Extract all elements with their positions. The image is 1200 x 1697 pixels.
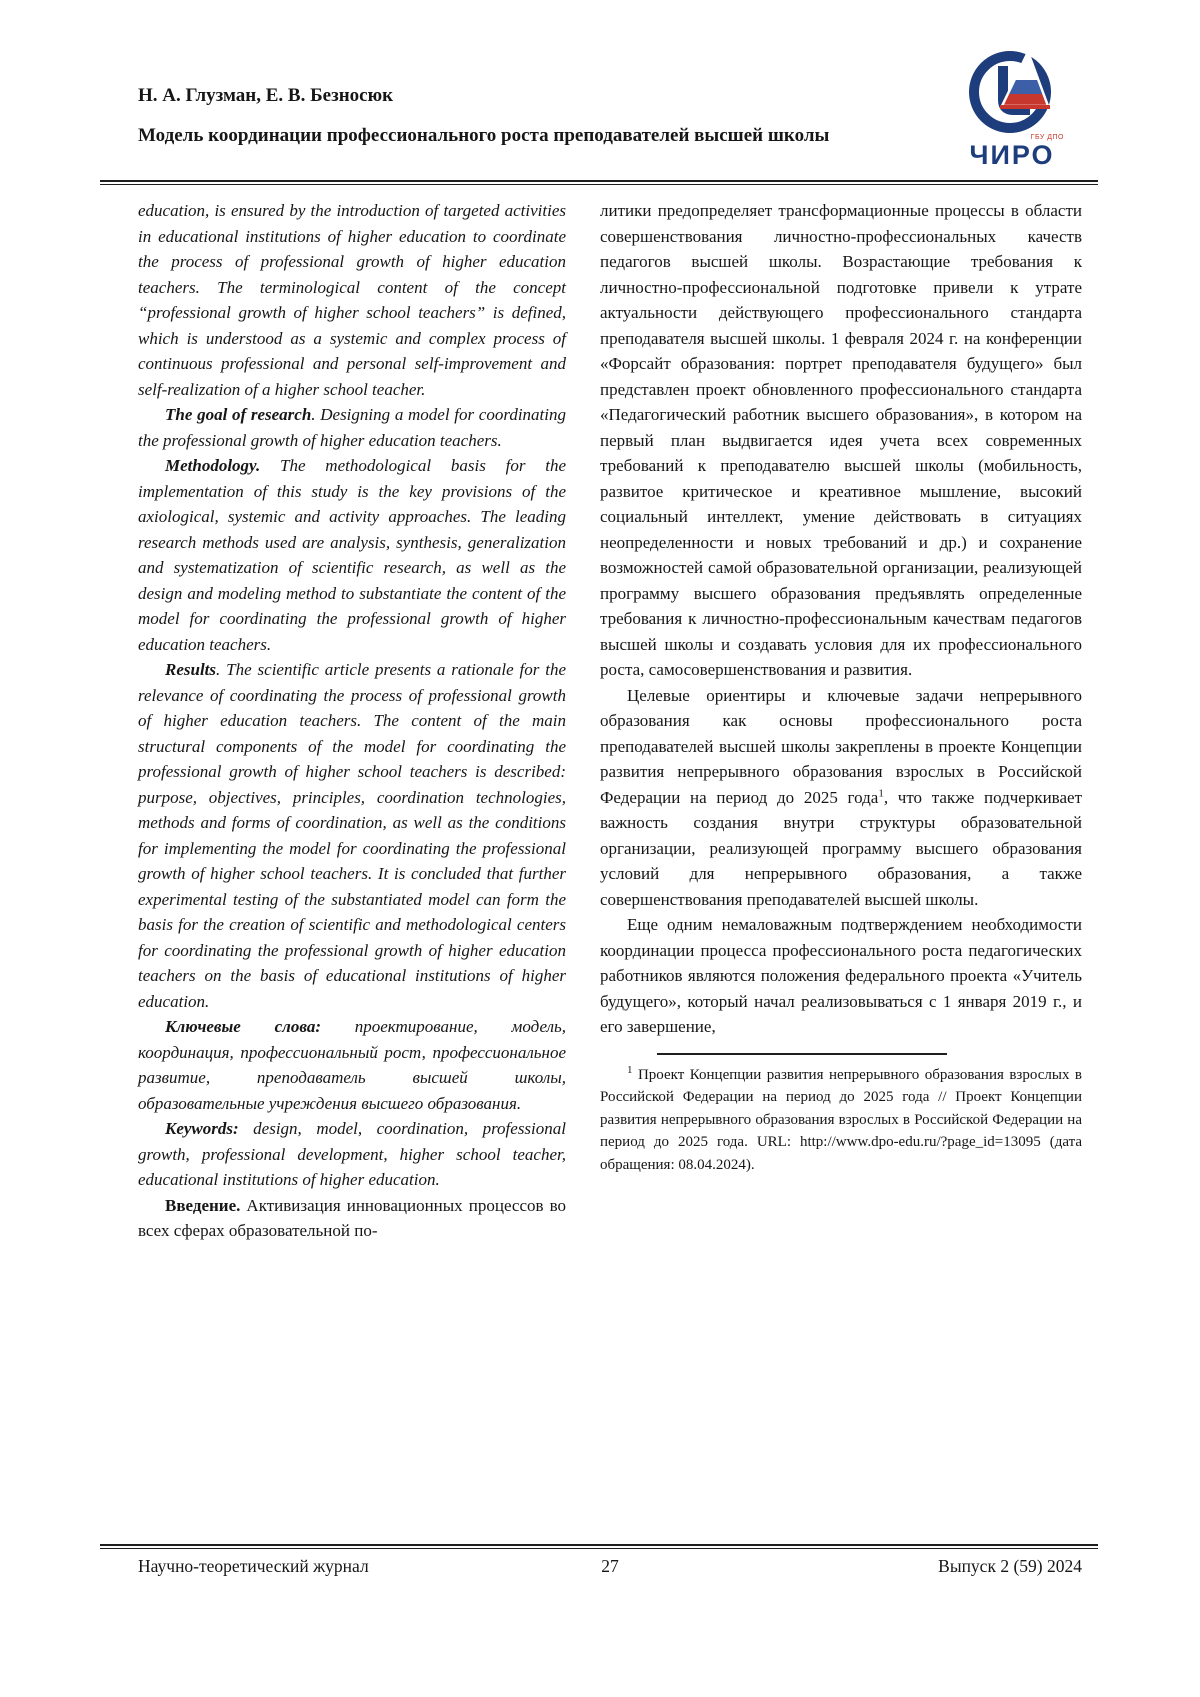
paragraph-text: The methodological basis for the implementation of this study is the key provisions of the axiological, systemic and activity approaches. The leading research methods used are analysis, synthesis, generalization and systematization of scientific research, as well as the design and modeling method to substantiate the content of the model for coordinating the professional growth of higher education teachers. [138,456,566,654]
abstract-paragraph [138,657,566,1014]
paragraph-text: Целевые ориентиры и ключевые задачи непрерывного образования как основы профессионального роста преподавателей высшей школы закреплены в проекте Концепции развития непрерывного образования взрослых в Российской Федерации на период до 2025 года [600,685,1082,807]
paragraph-text: education, is ensured by the introduction of targeted activities in educational institutions of higher education to coordinate the process of professional growth of higher education teachers. The terminological content of the concept “professional growth of higher school teachers” is defined, which is understood as a systemic and complex process of continuous professional and personal self-improvement and self-realization of a higher school teacher. [138,201,566,399]
page-header [138,84,928,148]
paragraph-lead: Ключевые слова: [165,1017,321,1036]
paragraph-lead: Methodology. [165,456,261,475]
keywords-en-paragraph [138,1116,566,1193]
authors: Н. А. Глузман, Е. В. Безносюк [138,85,394,106]
body-paragraph: литики предопределяет трансформационные процессы в области совершенствования личностно-профессиональных качеств педагогов высшей школы. Возрастающие требования к личностно-профессиональной подготовке привели к утрате актуальности действующего профессионального стандарта преподавателя высшей школы. 1 февраля 2024 г. на конференции «Форсайт образования: портрет преподавателя будущего» был представлен проект обновленного профессионального стандарта «Педагогический работник высшего образования», в котором на первый план выдвигается идея учета всех современных требований к преподавателю высшей школы (мобильность, развитое критическое и креативное мышление, высокий социальный интеллект, умение действовать в ситуациях неопределенности и новых требований и др.) и сохранение возможностей самой образовательной организации, реализующей программу высшего образования предъявлять определенные требования к личностно-профессиональным качествам педагогов высшей школы и создавать условия для их профессионального роста, самосовершенствования и развития. [600,201,1082,679]
left-column [138,198,566,1244]
body-paragraph: Еще одним немаловажным подтверждением необходимости координации процесса профессионального роста педагогических работников являются положения федерального проекта «Учитель будущего», который начал реализовываться с 1 января 2019 г., и его завершение, [600,915,1082,1036]
paragraph-lead: Keywords: [165,1119,239,1138]
chiro-logo-icon [966,48,1058,136]
page-footer [138,1556,1082,1577]
footnote-text: $^1$ Проект Концепции развития непрерывного образования взрослых в Российской Федерации на период до 2025 года // Проект Концепции развития непрерывного образования взрослых в Российской Федерации на период до 2025 года. URL: http://www.dpo-edu.ru/?page_id=13095 (дата обращения: 08.04.2024). [600,1063,1082,1173]
footnote-reference: 1 [878,786,884,799]
introduction-paragraph [138,1193,566,1244]
body-paragraph [600,683,1082,913]
paragraph-text: . The scientific article presents a rationale for the relevance of coordinating the process of professional growth of higher education teachers. The content of the main structural components of the model for coordinating the professional growth of higher school teachers is described: purpose, objectives, principles, coordination technologies, methods and forms of coordination, as well as the conditions for implementing the model for coordinating the professional growth of higher school teachers. It is concluded that further experimental testing of the substantiated model can form the basis for the creation of scientific and methodological centers for coordinating the professional growth of higher education teachers on the basis of educational institutions of higher education. [138,660,566,1011]
paragraph-lead: The goal of research [165,405,312,424]
footnote-separator [657,1053,947,1055]
paragraph-lead: Results [165,660,217,679]
footnote-marker: 1 [627,1063,633,1076]
footer-journal-label: Научно-теоретический журнал [138,1556,369,1576]
paragraph-text: , что также подчеркивает важность создания внутри структуры образовательной организации, реализующей программу высшего образования условий для непрерывного образования, а также совершенствования преподавателей высшей школы. [600,787,1083,909]
paragraph-text: design, model, coordination, professional growth, professional development, higher school teacher, educational institutions of higher education. [138,1119,566,1189]
logo-subtext: ГБУ ДПО [1030,134,1064,141]
paragraph-text: Активизация инновационных процессов во всех сферах образовательной по- [138,1195,566,1240]
header-rule [100,180,1098,185]
footnote [600,1053,1082,1177]
paragraph-lead: Введение. [165,1195,241,1215]
abstract-paragraph [138,453,566,657]
footer-rule [100,1544,1098,1549]
abstract-paragraph [138,198,566,402]
keywords-ru-paragraph [138,1014,566,1116]
page-number: 27 [601,1556,619,1576]
chiro-logo [950,48,1074,169]
abstract-paragraph [138,402,566,453]
article-title: Модель координации профессионального роста преподавателей высшей школы [138,125,830,146]
right-column [600,198,1082,1244]
paragraph-text: проектирование, модель, координация, профессиональный рост, профессиональное развитие, преподаватель высшей школы, образовательные учреждения высшего образования. [138,1017,566,1113]
article-body [138,198,1082,1244]
logo-text: ЧИРО [969,140,1055,170]
footer-issue-label: Выпуск 2 (59) 2024 [938,1556,1082,1576]
paragraph-text: . Designing a model for coordinating the professional growth of higher education teachers. [138,405,566,450]
